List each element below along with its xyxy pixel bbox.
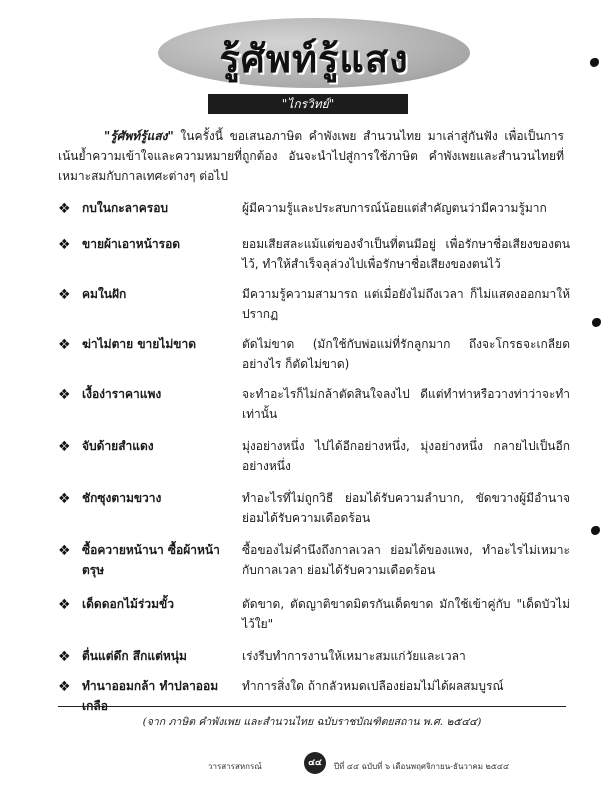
idiom-meaning: ทำอะไรที่ไม่ถูกวิธี ย่อมได้รับความลำบาก, ขัดขวางผู้มีอำนาจย่อมได้รับความเดือดร้อน <box>242 491 570 525</box>
idiom-term: ขายผ้าเอาหน้ารอด <box>82 237 181 251</box>
idiom-term: จับด้ายสำแดง <box>82 439 154 453</box>
idiom-term: เด็ดดอกไม้ร่วมขั้ว <box>82 597 174 611</box>
diamond-bullet-icon: ❖ <box>58 543 71 559</box>
idiom-term: เงื้อง่าราคาแพง <box>82 387 162 401</box>
idiom-meaning: ยอมเสียสละแม้แต่ของจำเป็นที่ตนมีอยู่ เพื่อรักษาชื่อเสียงของตนไว้, ทำให้สำเร็จลุล่วงไปเพื่อรักษาชื่อเสียงของตนไว้ <box>242 237 570 271</box>
idiom-meaning: ผู้มีความรู้และประสบการณ์น้อยแต่สำคัญตนว่ามีความรู้มาก <box>242 201 547 215</box>
idiom-meaning: ซื้อของไม่คำนึงถึงกาลเวลา ย่อมได้ของแพง, ทำอะไรไม่เหมาะกับกาลเวลา ย่อมได้รับความเดือดร้อน <box>242 543 570 577</box>
idiom-meaning: มุ่งอย่างหนึ่ง ไปได้อีกอย่างหนึ่ง, มุ่งอย่างหนึ่ง กลายไปเป็นอีกอย่างหนึ่ง <box>242 439 570 473</box>
idiom-term: ชักซุงตามขวาง <box>82 491 162 505</box>
diamond-bullet-icon: ❖ <box>58 337 71 353</box>
diamond-bullet-icon: ❖ <box>58 491 71 507</box>
title-banner <box>158 18 470 88</box>
page-title: รู้ศัพท์รู้แสง <box>219 37 409 81</box>
page-footer <box>150 756 570 786</box>
idiom-term: กบในกะลาครอบ <box>82 201 169 215</box>
diamond-bullet-icon: ❖ <box>58 201 71 217</box>
diamond-bullet-icon: ❖ <box>58 287 71 303</box>
idiom-term: ฆ่าไม่ตาย ขายไม่ขาด <box>82 337 196 351</box>
idiom-term: ซื้อควายหน้านา ซื้อผ้าหน้าตรุษ <box>82 543 220 577</box>
diamond-bullet-icon: ❖ <box>58 679 71 695</box>
diamond-bullet-icon: ❖ <box>58 387 71 403</box>
diamond-bullet-icon: ❖ <box>58 649 71 665</box>
idiom-meaning: ทำการสิ่งใด ถ้ากลัวหมดเปลืองย่อมไม่ได้ผลสมบูรณ์ <box>242 679 504 693</box>
source-citation: (จาก ภาษิต คำพังเพย และสำนวนไทย ฉบับราชบัณฑิตยสถาน พ.ศ. ๒๕๔๔) <box>142 716 482 728</box>
author-byline: "ไกรวิทย์" <box>208 94 408 114</box>
idiom-term: คมในฝัก <box>82 287 127 301</box>
intro-lead: "รู้ศัพท์รู้แสง" <box>104 129 174 143</box>
diamond-bullet-icon: ❖ <box>58 237 71 253</box>
diamond-bullet-icon: ❖ <box>58 597 71 613</box>
idiom-meaning: จะทำอะไรก็ไม่กล้าตัดสินใจลงไป ดีแต่ทำท่าหรือวางท่าว่าจะทำเท่านั้น <box>242 387 570 421</box>
page-number-badge: ๔๔ <box>304 752 326 774</box>
binder-hole-mark <box>591 526 600 535</box>
diamond-bullet-icon: ❖ <box>58 439 71 455</box>
idiom-term: ทำนาออมกล้า ทำปลาออมเกลือ <box>82 679 219 713</box>
idiom-term: ตื่นแต่ดึก สึกแต่หนุ่ม <box>82 649 187 663</box>
idiom-meaning: มีความรู้ความสามารถ แต่เมื่อยังไม่ถึงเวลา ก็ไม่แสดงออกมาให้ปรากฏ <box>242 287 570 321</box>
journal-name: วารสารสหกรณ์ <box>208 762 262 771</box>
binder-hole-mark <box>590 58 599 67</box>
divider <box>58 706 566 707</box>
intro-text: ในครั้งนี้ ขอเสนอภาษิต คำพังเพย สำนวนไทย มาเล่าสู่กันฟัง เพื่อเป็นการเน้นย้ำความเข้าใจและความหมายที่ถูกต้อง อันจะนำไปสู่การใช้ภาษิต คำพังเพยและสำนวนไทยที่เหมาะสมกับกาลเทศะต่างๆ ต่อไป <box>58 129 564 183</box>
idiom-meaning: ตัดไม่ขาด (มักใช้กับพ่อแม่ที่รักลูกมาก ถึงจะโกรธจะเกลียดอย่างไร ก็ตัดไม่ขาด) <box>242 337 570 371</box>
binder-hole-mark <box>592 318 601 327</box>
idiom-meaning: ตัดขาด, ตัดญาติขาดมิตรกันเด็ดขาด มักใช้เข้าคู่กับ "เด็ดบัวไม่ไว้ใย" <box>242 597 570 631</box>
idiom-meaning: เร่งรีบทำการงานให้เหมาะสมแก่วัยและเวลา <box>242 649 466 663</box>
issue-info: ปีที่ ๔๔ ฉบับที่ ๖ เดือนพฤศจิกายน-ธันวาคม ๒๕๔๔ <box>334 762 509 771</box>
intro-paragraph <box>58 126 564 186</box>
